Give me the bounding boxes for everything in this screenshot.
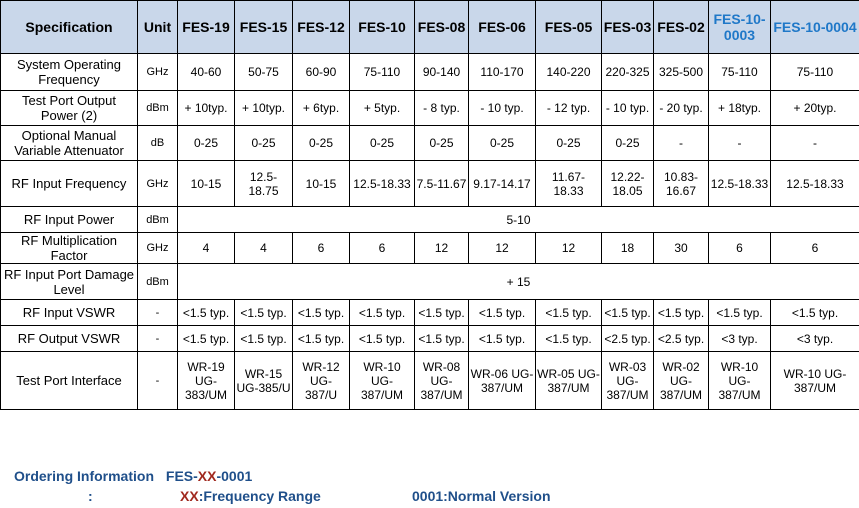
cell-value: 0-25 (178, 126, 235, 161)
row-label: RF Input Power (1, 207, 138, 233)
cell-value: 40-60 (178, 54, 235, 91)
cell-value: 10.83-16.67 (654, 161, 709, 207)
header-model: FES-05 (536, 1, 602, 54)
cell-value: <1.5 typ. (536, 326, 602, 352)
cell-value: <1.5 typ. (178, 326, 235, 352)
cell-value: 75-110 (771, 54, 859, 91)
ordering-colon: : (88, 488, 93, 504)
table-row (1, 54, 859, 91)
cell-value: 6 (771, 233, 859, 264)
code-suffix: -0001 (216, 468, 253, 484)
cell-value: 10-15 (178, 161, 235, 207)
cell-value: <2.5 typ. (654, 326, 709, 352)
cell-value: <1.5 typ. (235, 326, 293, 352)
cell-value: 12.22-18.05 (602, 161, 654, 207)
cell-value: 0-25 (235, 126, 293, 161)
cell-value: 90-140 (415, 54, 469, 91)
xx-description: :Frequency Range (198, 488, 321, 504)
row-unit: dBm (138, 207, 178, 233)
cell-value: 6 (293, 233, 350, 264)
row-unit: dBm (138, 91, 178, 126)
cell-value: <1.5 typ. (293, 300, 350, 326)
cell-value: <1.5 typ. (536, 300, 602, 326)
header-model: FES-03 (602, 1, 654, 54)
cell-value: 12.5-18.33 (350, 161, 415, 207)
cell-value: 0-25 (293, 126, 350, 161)
cell-value: <1.5 typ. (293, 326, 350, 352)
row-unit: - (138, 352, 178, 410)
cell-value: 0-25 (469, 126, 536, 161)
table-row (1, 126, 859, 161)
cell-value: 10-15 (293, 161, 350, 207)
header-model: FES-15 (235, 1, 293, 54)
table-row (1, 352, 859, 410)
cell-value: - (654, 126, 709, 161)
header-model: FES-06 (469, 1, 536, 54)
cell-value: WR-08 UG-387/UM (415, 352, 469, 410)
header-model: FES-10-0004 (771, 1, 859, 54)
row-unit: GHz (138, 233, 178, 264)
header-model: FES-02 (654, 1, 709, 54)
cell-value: 18 (602, 233, 654, 264)
cell-value: - (709, 126, 771, 161)
cell-value: <1.5 typ. (602, 300, 654, 326)
cell-value: 6 (350, 233, 415, 264)
cell-value: - 8 typ. (415, 91, 469, 126)
row-label: RF Input VSWR (1, 300, 138, 326)
header-model: FES-19 (178, 1, 235, 54)
cell-value: <3 typ. (709, 326, 771, 352)
cell-value: 0-25 (350, 126, 415, 161)
cell-value: 140-220 (536, 54, 602, 91)
cell-value: - 20 typ. (654, 91, 709, 126)
cell-value: <1.5 typ. (654, 300, 709, 326)
header-model: FES-08 (415, 1, 469, 54)
cell-value: <1.5 typ. (350, 300, 415, 326)
header-model: FES-12 (293, 1, 350, 54)
cell-value: + 20typ. (771, 91, 859, 126)
cell-value: 50-75 (235, 54, 293, 91)
row-unit: dBm (138, 264, 178, 300)
table-row (1, 161, 859, 207)
cell-value: 110-170 (469, 54, 536, 91)
header-model: FES-10-0003 (709, 1, 771, 54)
row-label: System Operating Frequency (1, 54, 138, 91)
cell-value: WR-05 UG-387/UM (536, 352, 602, 410)
cell-value: + 18typ. (709, 91, 771, 126)
table-row (1, 207, 859, 233)
cell-value: WR-10 UG-387/UM (350, 352, 415, 410)
cell-value: 4 (178, 233, 235, 264)
cell-value: - 10 typ. (469, 91, 536, 126)
cell-value: <1.5 typ. (469, 326, 536, 352)
cell-value: 12.5-18.33 (771, 161, 859, 207)
row-unit: GHz (138, 54, 178, 91)
header-row (1, 1, 859, 54)
row-label: Test Port Interface (1, 352, 138, 410)
xx-legend (180, 488, 321, 504)
cell-value: WR-02 UG-387/UM (654, 352, 709, 410)
version-legend: 0001:Normal Version (412, 488, 551, 504)
cell-value: WR-06 UG-387/UM (469, 352, 536, 410)
cell-value: WR-03 UG-387/UM (602, 352, 654, 410)
cell-value: 30 (654, 233, 709, 264)
table-row (1, 91, 859, 126)
table-row (1, 264, 859, 300)
ordering-info-line (14, 468, 252, 484)
header-model: FES-10 (350, 1, 415, 54)
cell-value: 7.5-11.67 (415, 161, 469, 207)
row-unit: GHz (138, 161, 178, 207)
cell-value: + 6typ. (293, 91, 350, 126)
cell-value: <3 typ. (771, 326, 859, 352)
cell-value: 4 (235, 233, 293, 264)
code-prefix: FES- (165, 468, 198, 484)
cell-value: <2.5 typ. (602, 326, 654, 352)
cell-value: WR-12 UG-387/U (293, 352, 350, 410)
cell-value: WR-15 UG-385/U (235, 352, 293, 410)
cell-value: 12.5-18.33 (709, 161, 771, 207)
cell-value: <1.5 typ. (469, 300, 536, 326)
row-label: RF Input Port Damage Level (1, 264, 138, 300)
cell-value: <1.5 typ. (235, 300, 293, 326)
cell-value: 12 (415, 233, 469, 264)
cell-value: 220-325 (602, 54, 654, 91)
cell-value: + 5typ. (350, 91, 415, 126)
cell-value: - (771, 126, 859, 161)
cell-value: 60-90 (293, 54, 350, 91)
row-unit: - (138, 326, 178, 352)
cell-value: 75-110 (350, 54, 415, 91)
xx-code: XX (180, 488, 199, 504)
cell-value: <1.5 typ. (350, 326, 415, 352)
cell-value: + 10typ. (178, 91, 235, 126)
cell-value: - 10 typ. (602, 91, 654, 126)
merged-value: + 15 (178, 264, 859, 300)
code-variable: XX (197, 468, 217, 484)
header-unit: Unit (138, 1, 178, 54)
cell-value: 11.67-18.33 (536, 161, 602, 207)
table-row (1, 300, 859, 326)
cell-value: 325-500 (654, 54, 709, 91)
row-label: Optional Manual Variable Attenuator (1, 126, 138, 161)
header-specification: Specification (1, 1, 138, 54)
table-row (1, 326, 859, 352)
cell-value: <1.5 typ. (415, 300, 469, 326)
cell-value: + 10typ. (235, 91, 293, 126)
cell-value: <1.5 typ. (709, 300, 771, 326)
cell-value: <1.5 typ. (178, 300, 235, 326)
cell-value: WR-19 UG-383/UM (178, 352, 235, 410)
row-label: RF Multiplication Factor (1, 233, 138, 264)
cell-value: WR-10 UG-387/UM (709, 352, 771, 410)
ordering-label: Ordering Information (14, 468, 154, 484)
row-unit: - (138, 300, 178, 326)
cell-value: 6 (709, 233, 771, 264)
cell-value: 12 (469, 233, 536, 264)
ordering-code (166, 468, 252, 484)
cell-value: 0-25 (415, 126, 469, 161)
cell-value: WR-10 UG-387/UM (771, 352, 859, 410)
cell-value: - 12 typ. (536, 91, 602, 126)
cell-value: 12.5-18.75 (235, 161, 293, 207)
cell-value: <1.5 typ. (415, 326, 469, 352)
row-unit: dB (138, 126, 178, 161)
row-label: RF Input Frequency (1, 161, 138, 207)
cell-value: 12 (536, 233, 602, 264)
cell-value: 0-25 (602, 126, 654, 161)
cell-value: 0-25 (536, 126, 602, 161)
cell-value: <1.5 typ. (771, 300, 859, 326)
cell-value: 9.17-14.17 (469, 161, 536, 207)
row-label: Test Port Output Power (2) (1, 91, 138, 126)
row-label: RF Output VSWR (1, 326, 138, 352)
merged-value: 5-10 (178, 207, 859, 233)
cell-value: 75-110 (709, 54, 771, 91)
table-row (1, 233, 859, 264)
